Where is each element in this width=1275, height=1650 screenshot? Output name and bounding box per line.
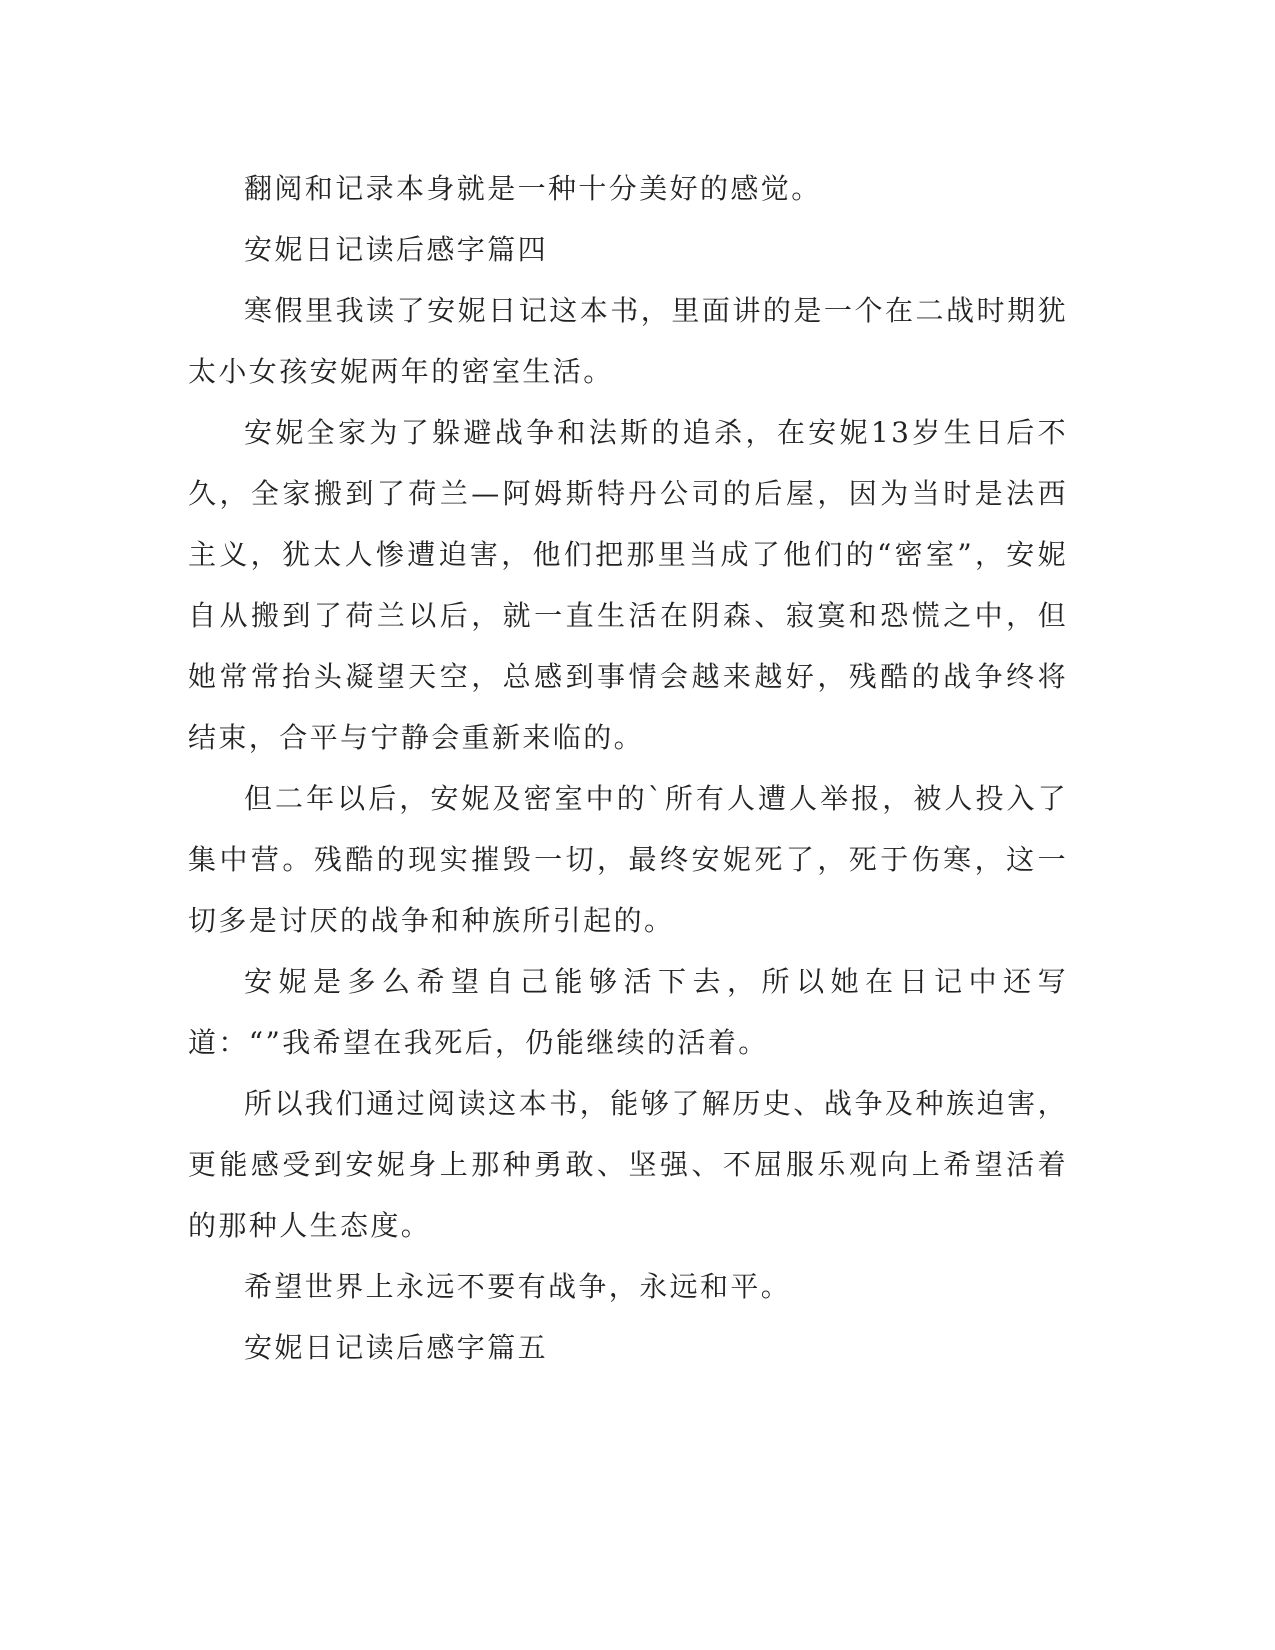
section-heading-5: 安妮日记读后感字篇五 xyxy=(244,1331,549,1364)
paragraph-family-hiding: 安妮全家为了躲避战争和法斯的追杀，在安妮13岁生日后不久，全家搬到了荷兰—阿姆斯特丹公司的后屋，因为当时是法西主义，犹太人惨遭迫害，他们把那里当成了他们的“密室”，安妮自从搬到了荷兰以后，就一直生活在阴森、寂寞和恐慌之中，但她常常抬头凝望天空，总感到事情会越来越好，残酷的战争终将结束，合平与宁静会重新来临的。 xyxy=(188,416,1068,754)
paragraph-diary-quote: 安妮是多么希望自己能够活下去，所以她在日记中还写道：“”我希望在我死后，仍能继续的活着。 xyxy=(188,965,1068,1059)
document-body xyxy=(188,158,1068,1378)
paragraph-intro-closing: 翻阅和记录本身就是一种十分美好的感觉。 xyxy=(244,172,822,205)
paragraph-summary: 寒假里我读了安妮日记这本书，里面讲的是一个在二战时期犹太小女孩安妮两年的密室生活。 xyxy=(188,294,1068,388)
paragraph-arrest: 但二年以后，安妮及密室中的`所有人遭人举报，被人投入了集中营。残酷的现实摧毁一切，最终安妮死了，死于伤寒，这一切多是讨厌的战争和种族所引起的。 xyxy=(188,782,1068,937)
paragraph-peace-wish: 希望世界上永远不要有战争，永远和平。 xyxy=(244,1270,792,1303)
section-heading-4: 安妮日记读后感字篇四 xyxy=(244,233,549,266)
paragraph-reflection: 所以我们通过阅读这本书，能够了解历史、战争及种族迫害，更能感受到安妮身上那种勇敢、坚强、不屈服乐观向上希望活着的那种人生态度。 xyxy=(188,1087,1068,1242)
